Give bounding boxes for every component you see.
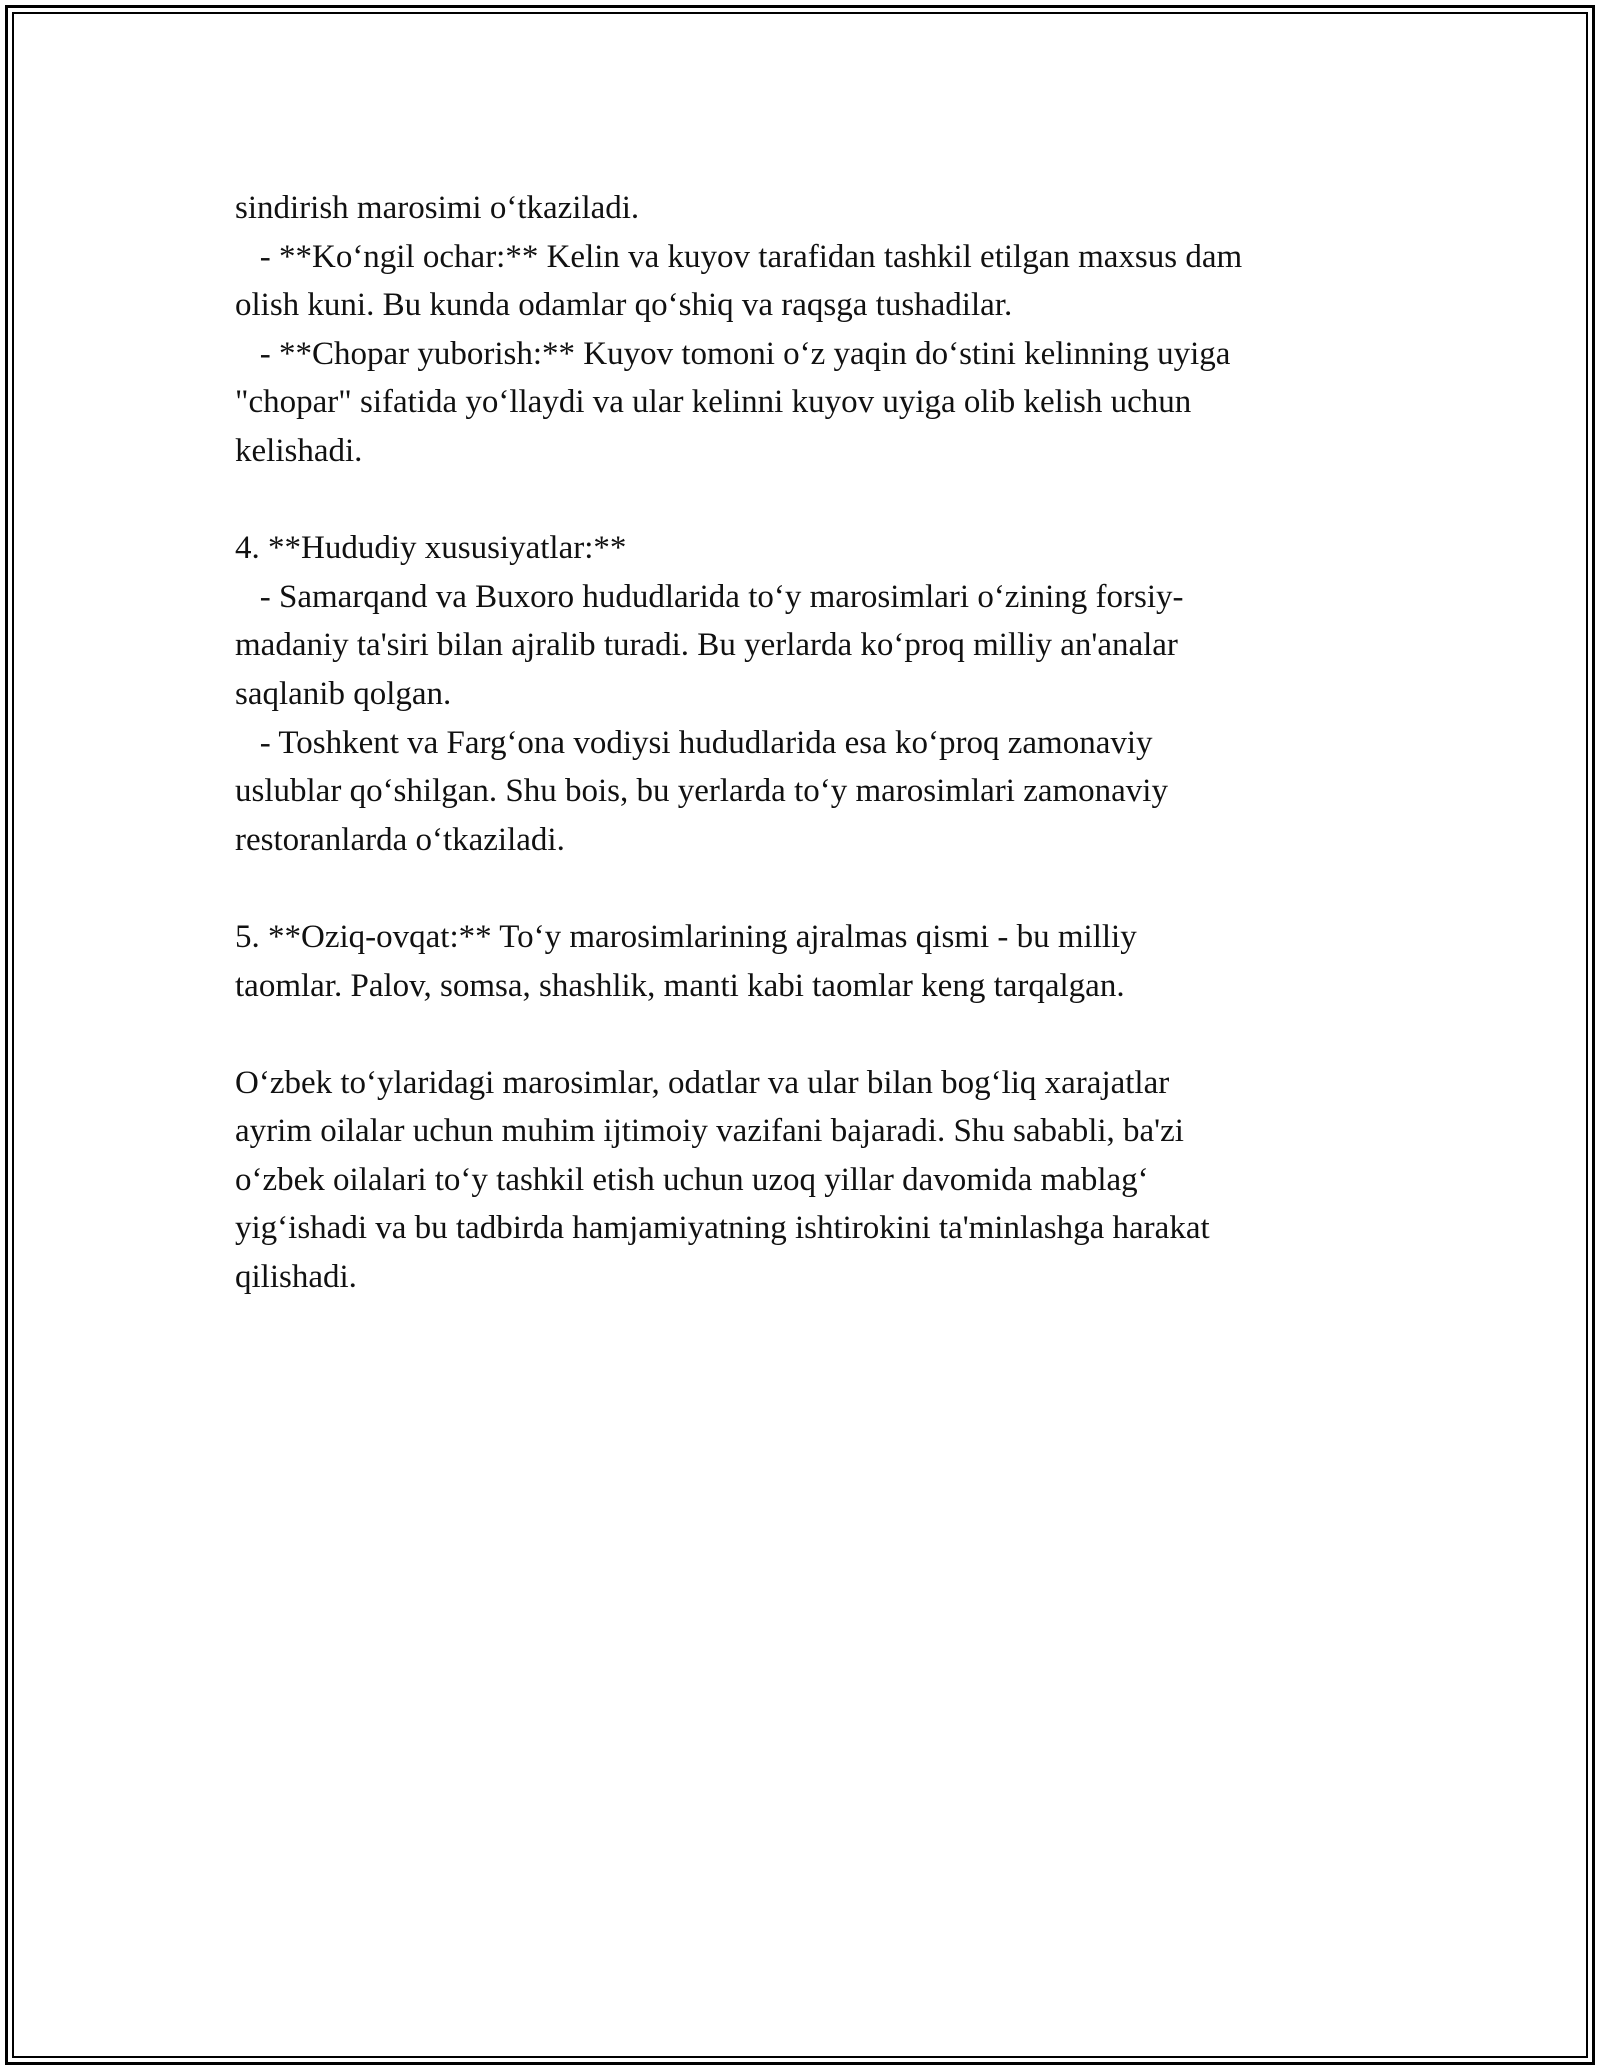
text-line: 4. **Hududiy xususiyatlar:** [235, 530, 627, 567]
text-line: - **Ko‘ngil ochar:** Kelin va kuyov tarafidan tashkil etilgan maxsus dam [235, 238, 1243, 275]
document-body [235, 184, 1385, 1302]
text-line: saqlanib qolgan. [235, 675, 452, 712]
text-line: kelishadi. [235, 432, 363, 469]
blank-line [235, 1010, 1385, 1059]
text-line: yig‘ishadi va bu tadbirda hamjamiyatning ishtirokini ta'minlashga harakat [235, 1210, 1210, 1247]
text-line: ayrim oilalar uchun muhim ijtimoiy vazifani bajaradi. Shu sababli, ba'zi [235, 1113, 1184, 1150]
text-line: O‘zbek to‘ylaridagi marosimlar, odatlar va ular bilan bog‘liq xarajatlar [235, 1064, 1170, 1101]
text-line: restoranlarda o‘tkaziladi. [235, 821, 565, 858]
blank-line [235, 864, 1385, 913]
text-line: taomlar. Palov, somsa, shashlik, manti kabi taomlar keng tarqalgan. [235, 967, 1125, 1004]
text-line: - Toshkent va Farg‘ona vodiysi hududlarida esa ko‘proq zamonaviy [235, 724, 1153, 761]
text-line: o‘zbek oilalari to‘y tashkil etish uchun uzoq yillar davomida mablag‘ [235, 1161, 1149, 1198]
text-line: - Samarqand va Buxoro hududlarida to‘y marosimlari o‘zining forsiy- [235, 578, 1184, 615]
text-line: qilishadi. [235, 1259, 357, 1296]
text-line: madaniy ta'siri bilan ajralib turadi. Bu yerlarda ko‘proq milliy an'analar [235, 627, 1178, 664]
blank-line [235, 476, 1385, 525]
text-line: - **Chopar yuborish:** Kuyov tomoni o‘z yaqin do‘stini kelinning uyiga [235, 335, 1231, 372]
text-line: uslublar qo‘shilgan. Shu bois, bu yerlarda to‘y marosimlari zamonaviy [235, 773, 1168, 810]
text-line: olish kuni. Bu kunda odamlar qo‘shiq va raqsga tushadilar. [235, 287, 1013, 324]
text-line: sindirish marosimi o‘tkaziladi. [235, 190, 640, 226]
text-line: 5. **Oziq-ovqat:** To‘y marosimlarining ajralmas qismi - bu milliy [235, 918, 1137, 955]
text-line: "chopar" sifatida yo‘llaydi va ular kelinni kuyov uyiga olib kelish uchun [235, 384, 1192, 421]
